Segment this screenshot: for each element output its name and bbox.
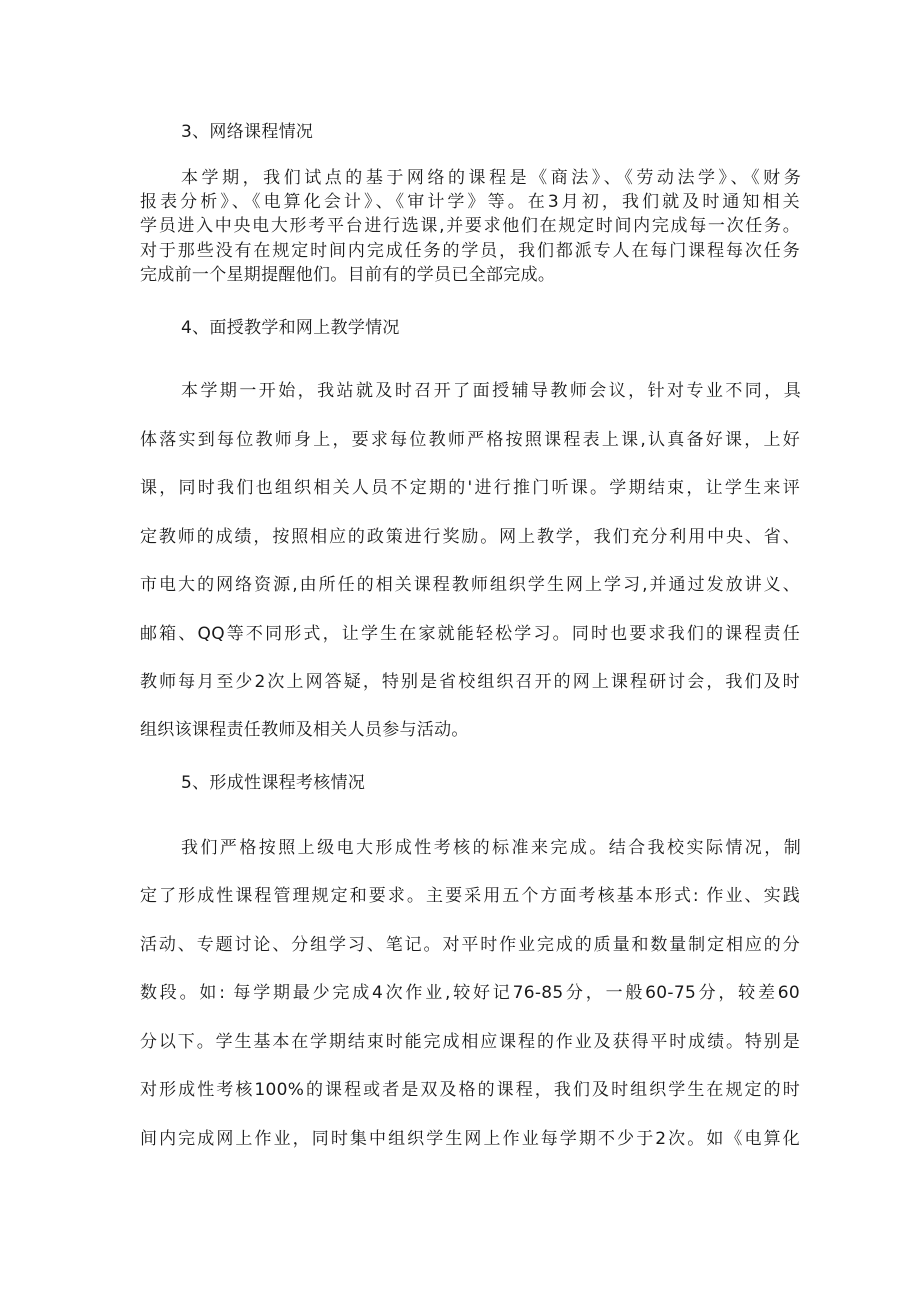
paragraph-line: 本学期，我们试点的基于网络的课程是《商法》、《劳动法学》、《财务 <box>181 168 801 188</box>
paragraph-line: 组织该课程责任教师及相关人员参与活动。 <box>140 720 469 740</box>
paragraph-line: 对于那些没有在规定时间内完成任务的学员，我们都派专人在每门课程每次任务 <box>140 241 800 261</box>
paragraph-line: 完成前一个星期提醒他们。目前有的学员已全部完成。 <box>140 265 556 285</box>
paragraph-line: 教师每月至少2次上网答疑，特别是省校组织召开的网上课程研讨会，我们及时 <box>140 672 800 692</box>
section-heading: 4、面授教学和网上教学情况 <box>181 318 400 338</box>
paragraph-line: 报表分析》、《电算化会计》、《审计学》等。在3月初，我们就及时通知相关 <box>140 192 800 212</box>
paragraph-line: 邮箱、QQ等不同形式，让学生在家就能轻松学习。同时也要求我们的课程责任 <box>140 624 800 644</box>
paragraph-line: 活动、专题讨论、分组学习、笔记。对平时作业完成的质量和数量制定相应的分 <box>140 935 800 955</box>
paragraph-line: 对形成性考核100%的课程或者是双及格的课程，我们及时组织学生在规定的时 <box>140 1080 800 1100</box>
paragraph-line: 定了形成性课程管理规定和要求。主要采用五个方面考核基本形式: 作业、实践 <box>140 886 800 906</box>
paragraph-line: 我们严格按照上级电大形成性考核的标准来完成。结合我校实际情况，制 <box>181 838 801 858</box>
paragraph-line: 分以下。学生基本在学期结束时能完成相应课程的作业及获得平时成绩。特别是 <box>140 1032 800 1052</box>
paragraph-line: 数段。如: 每学期最少完成4次作业,较好记76-85分，一般60-75分，较差60 <box>140 983 800 1003</box>
paragraph-line: 学员进入中央电大形考平台进行选课,并要求他们在规定时间内完成每一次任务。 <box>140 216 800 236</box>
section-heading: 5、形成性课程考核情况 <box>181 773 366 793</box>
paragraph-line: 本学期一开始，我站就及时召开了面授辅导教师会议，针对专业不同，具 <box>181 381 801 401</box>
paragraph-line: 定教师的成绩，按照相应的政策进行奖励。网上教学，我们充分利用中央、省、 <box>140 527 800 547</box>
paragraph-line: 市电大的网络资源,由所任的相关课程教师组织学生网上学习,并通过发放讲义、 <box>140 575 800 595</box>
paragraph-line: 体落实到每位教师身上，要求每位教师严格按照课程表上课,认真备好课，上好 <box>140 430 800 450</box>
paragraph-line: 间内完成网上作业，同时集中组织学生网上作业每学期不少于2次。如《电算化 <box>140 1129 800 1149</box>
paragraph-line: 课，同时我们也组织相关人员不定期的'进行推门听课。学期结束，让学生来评 <box>140 478 800 498</box>
section-heading: 3、网络课程情况 <box>181 122 314 142</box>
